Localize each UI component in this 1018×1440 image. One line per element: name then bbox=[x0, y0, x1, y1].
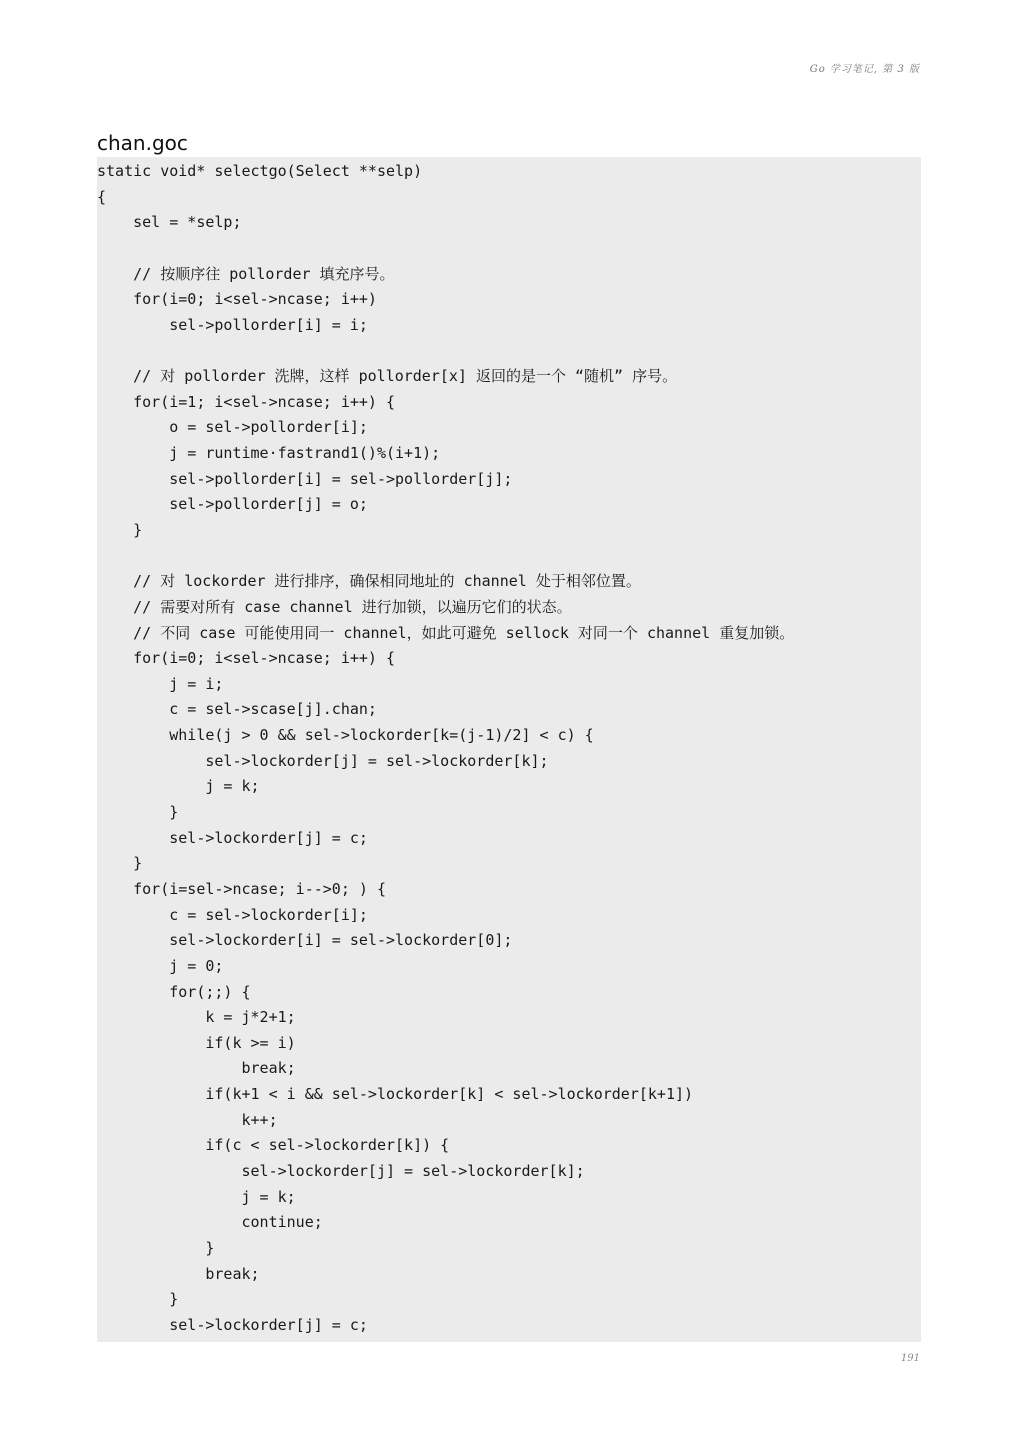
code-line: k++; bbox=[97, 1110, 278, 1129]
code-line: j = i; bbox=[97, 674, 224, 693]
page-number: 191 bbox=[900, 1353, 920, 1364]
code-line bbox=[97, 338, 794, 364]
code-line: } bbox=[97, 520, 143, 539]
code-line: sel->lockorder[j] = c; bbox=[97, 1315, 368, 1334]
file-title: chan.goc bbox=[97, 131, 188, 155]
code-line: continue; bbox=[97, 1213, 323, 1232]
code-line: for(;;) { bbox=[97, 982, 251, 1001]
code-line: break; bbox=[97, 1059, 296, 1078]
code-line: if(c < sel->lockorder[k]) { bbox=[97, 1136, 450, 1155]
code-line bbox=[97, 236, 794, 262]
code-line: // 按顺序往 pollorder 填充序号。 bbox=[97, 264, 395, 283]
code-line: sel = *selp; bbox=[97, 213, 242, 232]
code-line: for(i=1; i<sel->ncase; i++) { bbox=[97, 392, 396, 411]
code-line: // 对 pollorder 洗牌，这样 pollorder[x] 返回的是一个 “随机” 序号。 bbox=[97, 367, 678, 386]
code-line: sel->pollorder[i] = i; bbox=[97, 315, 368, 334]
code-lines bbox=[97, 159, 794, 1338]
code-line: j = 0; bbox=[97, 956, 224, 975]
code-line: j = runtime·fastrand1()%(i+1); bbox=[97, 444, 441, 463]
code-line: while(j > 0 && sel->lockorder[k=(j-1)/2] < c) { bbox=[97, 726, 594, 745]
code-line: if(k+1 < i && sel->lockorder[k] < sel->lockorder[k+1]) bbox=[97, 1085, 694, 1104]
code-line: sel->lockorder[j] = sel->lockorder[k]; bbox=[97, 1161, 585, 1180]
code-line: } bbox=[97, 1238, 215, 1257]
code-line: j = k; bbox=[97, 777, 260, 796]
code-line: } bbox=[97, 854, 143, 873]
code-line: sel->lockorder[i] = sel->lockorder[0]; bbox=[97, 931, 513, 950]
code-line: break; bbox=[97, 1264, 260, 1283]
code-line: for(i=sel->ncase; i-->0; ) { bbox=[97, 879, 386, 898]
running-header: Go 学习笔记, 第 3 版 bbox=[809, 64, 920, 75]
code-line: // 需要对所有 case channel 进行加锁，以遍历它们的状态。 bbox=[97, 597, 572, 616]
code-line: c = sel->lockorder[i]; bbox=[97, 905, 368, 924]
code-line: sel->lockorder[j] = sel->lockorder[k]; bbox=[97, 751, 549, 770]
code-line: sel->lockorder[j] = c; bbox=[97, 828, 368, 847]
code-line: o = sel->pollorder[i]; bbox=[97, 418, 368, 437]
code-line: } bbox=[97, 803, 179, 822]
code-line: k = j*2+1; bbox=[97, 1008, 296, 1027]
code-line: static void* selectgo(Select **selp) bbox=[97, 162, 423, 180]
code-line: // 对 lockorder 进行排序，确保相同地址的 channel 处于相邻位置。 bbox=[97, 572, 641, 591]
code-line: for(i=0; i<sel->ncase; i++) bbox=[97, 290, 377, 309]
code-line bbox=[97, 544, 794, 570]
code-line: sel->pollorder[i] = sel->pollorder[j]; bbox=[97, 469, 513, 488]
code-line: // 不同 case 可能使用同一 channel，如此可避免 sellock 对同一个 channel 重复加锁。 bbox=[97, 623, 795, 642]
code-line: if(k >= i) bbox=[97, 1033, 296, 1052]
code-block bbox=[97, 157, 921, 1342]
code-line: sel->pollorder[j] = o; bbox=[97, 495, 368, 514]
code-line: } bbox=[97, 1290, 179, 1309]
code-line: c = sel->scase[j].chan; bbox=[97, 700, 377, 719]
code-line: { bbox=[97, 187, 107, 206]
code-line: j = k; bbox=[97, 1187, 296, 1206]
code-line: for(i=0; i<sel->ncase; i++) { bbox=[97, 649, 396, 668]
